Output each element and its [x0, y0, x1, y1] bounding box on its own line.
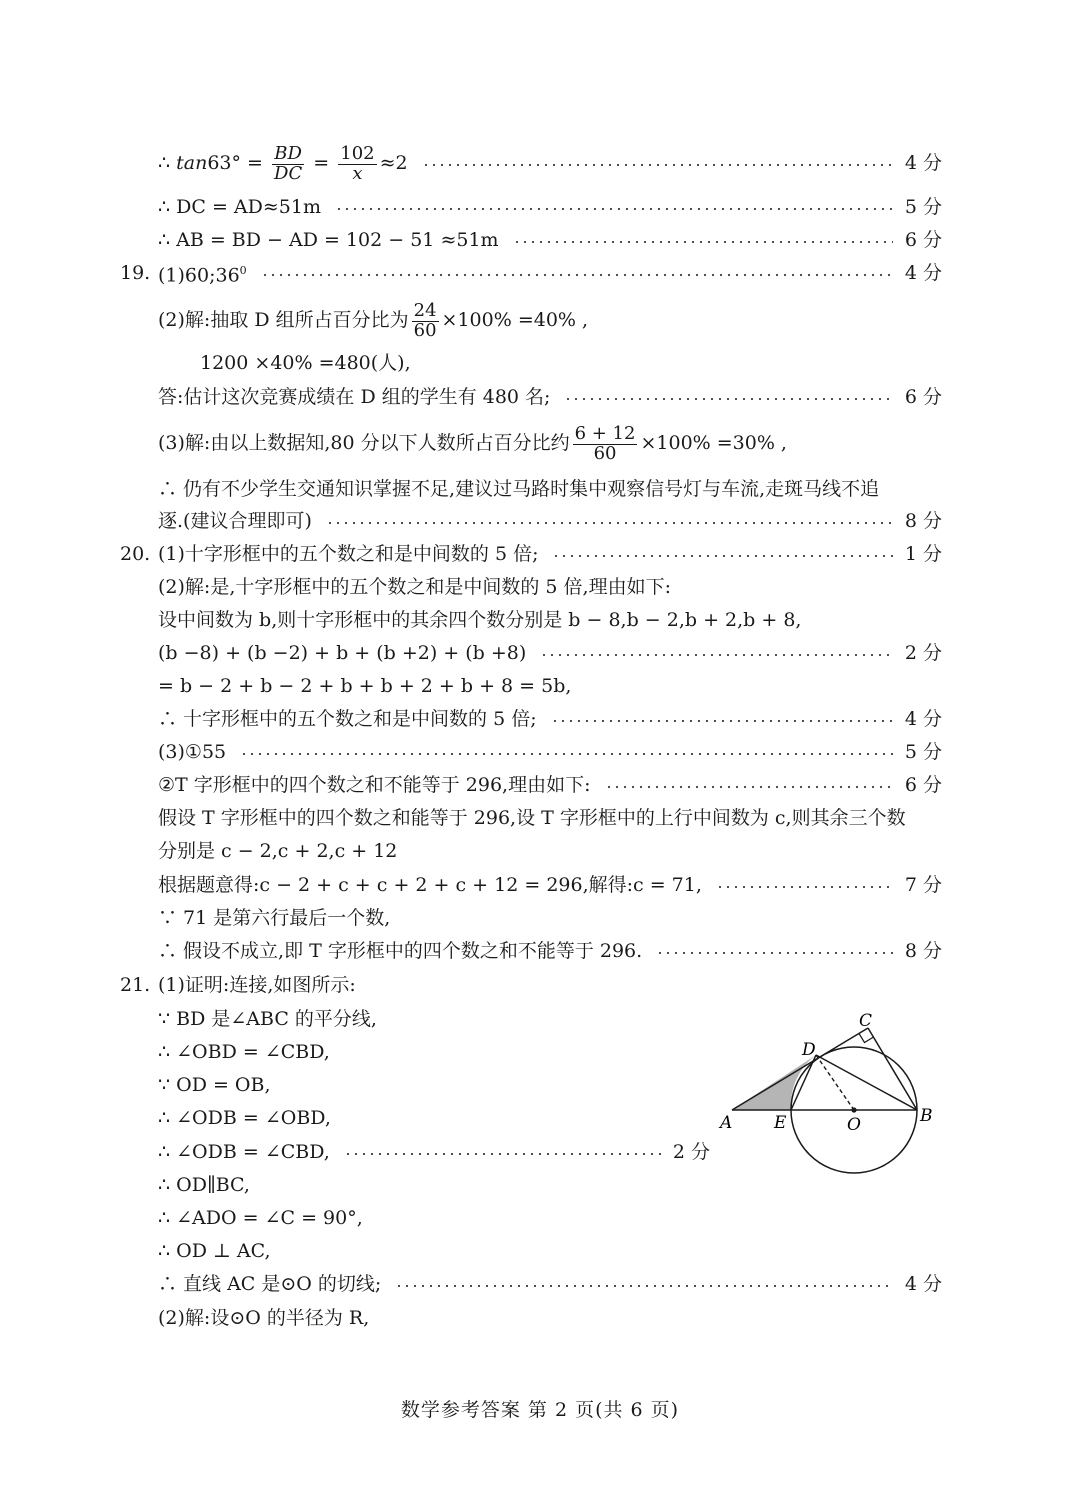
solution-text: ∴ DC = AD≈51m: [158, 196, 321, 218]
solution-text: [158, 295, 588, 345]
solution-text: 1200 ×40% =480(人),: [200, 352, 411, 374]
solution-text: (2)解:是,十字形框中的五个数之和是中间数的 5 倍,理由如下:: [158, 576, 671, 598]
solution-text: ②T 字形框中的四个数之和不能等于 296,理由如下:: [158, 774, 591, 796]
dot-leader: [564, 398, 892, 400]
angle-text: 63° =: [207, 152, 270, 174]
score-label: 4 分: [904, 262, 942, 284]
center-point: [851, 1107, 856, 1112]
solution-text: ∴ 十字形框中的五个数之和是中间数的 5 倍;: [158, 708, 537, 730]
degree-superscript: 0: [239, 263, 247, 277]
solution-text: 假设 T 字形框中的四个数之和能等于 296,设 T 字形框中的上行中间数为 c,则其余三个数: [158, 807, 906, 829]
solution-line: [158, 1070, 710, 1100]
solution-line: [158, 474, 942, 504]
label-e: E: [774, 1113, 787, 1133]
fraction-24-60: [412, 299, 439, 341]
label-c: C: [859, 1011, 873, 1031]
fraction-numerator: 6 + 12: [574, 422, 636, 444]
solution-text: [158, 256, 247, 290]
solution-line: [158, 382, 942, 412]
solution-line: [158, 1269, 942, 1299]
solution-text: (1)十字形框中的五个数之和是中间数的 5 倍;: [158, 543, 539, 565]
solution-text: ∴ ∠OBD = ∠CBD,: [158, 1041, 330, 1063]
line-bd: [816, 1055, 917, 1110]
line-bc: [868, 1028, 917, 1110]
dot-leader: [716, 886, 893, 888]
dot-leader: [422, 164, 893, 166]
solution-line: [158, 192, 942, 222]
solution-text: ∴ 直线 AC 是⊙O 的切线;: [158, 1273, 382, 1295]
fraction-18-60: [573, 422, 638, 464]
fraction-102-x: [338, 142, 376, 184]
score-label: 2 分: [672, 1141, 710, 1163]
solution-line: [158, 572, 942, 602]
fraction-numerator: BD: [274, 142, 302, 164]
equals-sign: =: [307, 152, 336, 174]
solution-text: (1)证明:连接,如图所示:: [158, 974, 356, 996]
fraction-bd-dc: [272, 142, 304, 184]
score-label: 8 分: [904, 940, 942, 962]
solution-text: ∵ OD = OB,: [158, 1074, 271, 1096]
solution-line: [158, 936, 942, 966]
score-label: 8 分: [904, 510, 942, 532]
text-segment: ×100% =40% ,: [441, 309, 589, 331]
dot-leader: [240, 753, 893, 755]
line-ac: [732, 1028, 868, 1110]
solution-line: [158, 1004, 710, 1034]
solution-line: [158, 506, 942, 536]
solution-text: ∴ ∠ODB = ∠OBD,: [158, 1107, 331, 1129]
solution-line: [158, 704, 942, 734]
fraction-denominator: x: [352, 162, 363, 184]
solution-text: ∴ ∠ODB = ∠CBD,: [158, 1141, 330, 1163]
solution-line: [158, 225, 942, 255]
dot-leader: [344, 1153, 661, 1155]
solution-line: [158, 605, 942, 635]
solution-text: ∴ OD∥BC,: [158, 1174, 250, 1196]
dot-leader: [656, 952, 893, 954]
question-20-line: [120, 539, 942, 569]
score-label: 2 分: [904, 642, 942, 664]
question-19-line: [120, 258, 942, 288]
dot-leader: [261, 274, 893, 276]
fraction-denominator: DC: [274, 162, 303, 184]
solution-text: ∴ 仍有不少学生交通知识掌握不足,建议过马路时集中观察信号灯与车流,走斑马线不追: [158, 478, 880, 500]
question-number: 21.: [120, 974, 151, 996]
solution-line: [158, 803, 942, 833]
score-label: 6 分: [904, 229, 942, 251]
dot-leader: [551, 720, 893, 722]
solution-line: [158, 737, 942, 767]
dot-leader: [552, 555, 892, 557]
solution-text: = b − 2 + b − 2 + b + b + 2 + b + 8 = 5b,: [158, 675, 572, 697]
solution-line: [158, 770, 942, 800]
dot-leader: [513, 241, 893, 243]
solution-line: [158, 638, 942, 668]
solution-text: ∴ 假设不成立,即 T 字形框中的四个数之和不能等于 296.: [158, 940, 643, 962]
solution-text: 设中间数为 b,则十字形框中的其余四个数分别是 b − 8,b − 2,b + 2,b + 8,: [158, 609, 802, 631]
approx-value: ≈2: [379, 152, 408, 174]
answer-values: (1)60;36: [158, 264, 240, 287]
score-label: 4 分: [904, 1273, 942, 1295]
solution-line: [158, 1103, 710, 1133]
solution-text: [158, 138, 408, 188]
score-label: 5 分: [904, 196, 942, 218]
solution-text: ∵ 71 是第六行最后一个数,: [158, 907, 391, 929]
score-label: 4 分: [904, 708, 942, 730]
solution-text: ∴ AB = BD − AD = 102 − 51 ≈51m: [158, 229, 499, 251]
dot-leader: [395, 1285, 893, 1287]
dot-leader: [326, 522, 893, 524]
label-o: O: [847, 1115, 861, 1135]
solution-text: [158, 418, 787, 468]
solution-line: [158, 1203, 942, 1233]
solution-text: ∴ OD ⊥ AC,: [158, 1240, 271, 1262]
solution-line: [158, 903, 942, 933]
label-a: A: [720, 1113, 733, 1133]
solution-line: [158, 671, 942, 701]
score-label: 6 分: [904, 386, 942, 408]
text-segment: (3)解:由以上数据知,80 分以下人数所占百分比约: [158, 432, 570, 454]
solution-text: ∴ ∠ADO = ∠C = 90°,: [158, 1207, 363, 1229]
solution-line: [158, 1137, 710, 1167]
solution-line: [200, 348, 942, 378]
fraction-denominator: 60: [413, 319, 437, 341]
solution-text: (b −8) + (b −2) + b + (b +2) + (b +8): [158, 642, 527, 664]
label-d: D: [802, 1040, 816, 1060]
dot-leader: [540, 654, 893, 656]
question-number: 19.: [120, 262, 151, 284]
solution-text: 分别是 c − 2,c + 2,c + 12: [158, 840, 398, 862]
solution-text: ∵ BD 是∠ABC 的平分线,: [158, 1008, 377, 1030]
solution-text: 答:估计这次竞赛成绩在 D 组的学生有 480 名;: [158, 386, 551, 408]
solution-line: [158, 1037, 710, 1067]
solution-line: [158, 1236, 942, 1266]
fraction-numerator: 102: [340, 142, 375, 164]
solution-text: (3)①55: [158, 741, 227, 763]
dot-leader: [335, 208, 893, 210]
dot-leader: [605, 786, 893, 788]
solution-line: [158, 1303, 942, 1333]
question-21-line: [120, 970, 942, 1000]
score-label: 7 分: [904, 874, 942, 896]
score-label: 4 分: [904, 152, 942, 174]
solution-text: 逐.(建议合理即可): [158, 510, 312, 532]
solution-line: [158, 418, 942, 468]
solution-line: [158, 295, 942, 345]
fraction-denominator: 60: [593, 442, 617, 464]
text-segment: (2)解:抽取 D 组所占百分比为: [158, 309, 409, 331]
label-b: B: [920, 1106, 933, 1126]
score-label: 5 分: [904, 741, 942, 763]
circle-tangent-diagram: [716, 1008, 946, 1183]
solution-text: (2)解:设⊙O 的半径为 R,: [158, 1307, 370, 1329]
solution-line: [158, 138, 942, 188]
tan-function: tan: [176, 152, 208, 174]
line-od-dashed: [816, 1055, 854, 1110]
score-label: 1 分: [904, 543, 942, 565]
solution-line: [158, 870, 942, 900]
solution-line: [158, 836, 942, 866]
therefore-symbol: ∴: [158, 152, 177, 174]
fraction-numerator: 24: [413, 299, 437, 321]
page-footer: 数学参考答案 第 2 页(共 6 页): [400, 1399, 680, 1421]
score-label: 6 分: [904, 774, 942, 796]
text-segment: ×100% =30% ,: [640, 432, 787, 454]
solution-text: 根据题意得:c − 2 + c + c + 2 + c + 12 = 296,解得:c = 71,: [158, 874, 702, 896]
question-number: 20.: [120, 543, 151, 565]
